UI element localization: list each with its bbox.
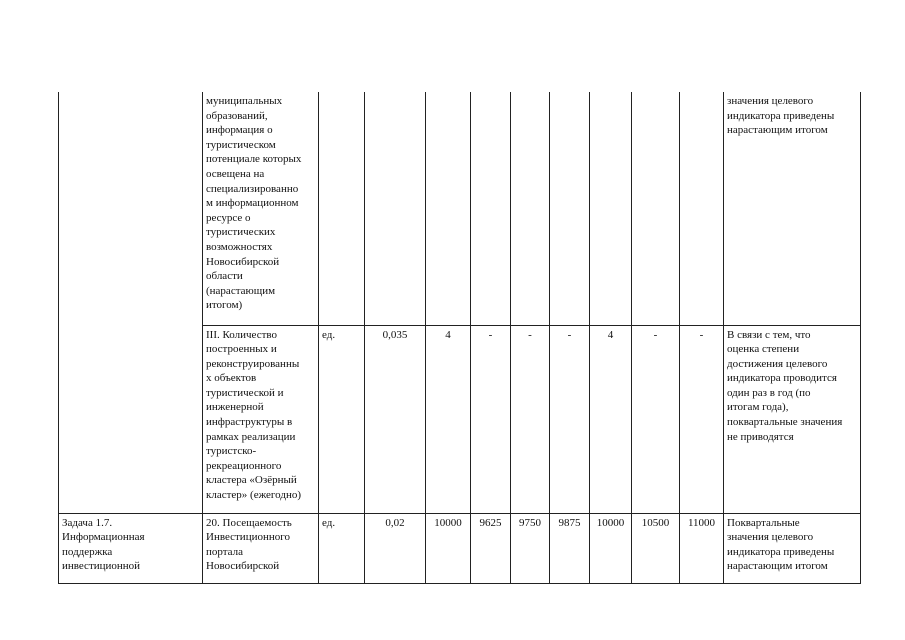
value-cell — [550, 92, 590, 325]
value-cell: 10000 — [590, 513, 632, 583]
table-row — [59, 513, 861, 583]
value-cell — [632, 92, 680, 325]
unit-cell: ед. — [319, 325, 365, 513]
note-cell: В связи с тем, что оценка степени достижения целевого индикатора проводится один раз в год (по итогам года), поквартальные значения не приводятся — [724, 325, 861, 513]
value-cell: 9625 — [471, 513, 511, 583]
value-cell: - — [632, 325, 680, 513]
weight-cell: 0,02 — [365, 513, 426, 583]
value-cell: 4 — [426, 325, 471, 513]
value-cell — [426, 92, 471, 325]
value-cell: 4 — [590, 325, 632, 513]
note-cell: Поквартальные значения целевого индикатора приведены нарастающим итогом — [724, 513, 861, 583]
value-cell: - — [511, 325, 550, 513]
note-cell: значения целевого индикатора приведены нарастающим итогом — [724, 92, 861, 325]
indicator-cell: муниципальных образований, информация о туристическом потенциале которых освещена на специализированно м информационном ресурсе о туристических возможностях Новосибирской области (нарастающим итогом) — [203, 92, 319, 325]
value-cell: 10500 — [632, 513, 680, 583]
value-cell: - — [680, 325, 724, 513]
value-cell: 10000 — [426, 513, 471, 583]
indicator-cell: III. Количество построенных и реконструированны х объектов туристической и инженерной инфраструктуры в рамках реализации туристско- рекреационного кластера «Озёрный кластер» (ежегодно) — [203, 325, 319, 513]
value-cell: - — [550, 325, 590, 513]
indicators-table — [58, 92, 861, 584]
value-cell — [511, 92, 550, 325]
value-cell: 11000 — [680, 513, 724, 583]
value-cell: 9750 — [511, 513, 550, 583]
unit-cell — [319, 92, 365, 325]
value-cell: 9875 — [550, 513, 590, 583]
table-row — [59, 92, 861, 325]
weight-cell — [365, 92, 426, 325]
unit-cell: ед. — [319, 513, 365, 583]
value-cell — [590, 92, 632, 325]
value-cell: - — [471, 325, 511, 513]
task-cell: Задача 1.7. Информационная поддержка инвестиционной — [59, 513, 203, 583]
value-cell — [680, 92, 724, 325]
weight-cell: 0,035 — [365, 325, 426, 513]
value-cell — [471, 92, 511, 325]
task-cell — [59, 92, 203, 513]
indicator-cell: 20. Посещаемость Инвестиционного портала Новосибирской — [203, 513, 319, 583]
